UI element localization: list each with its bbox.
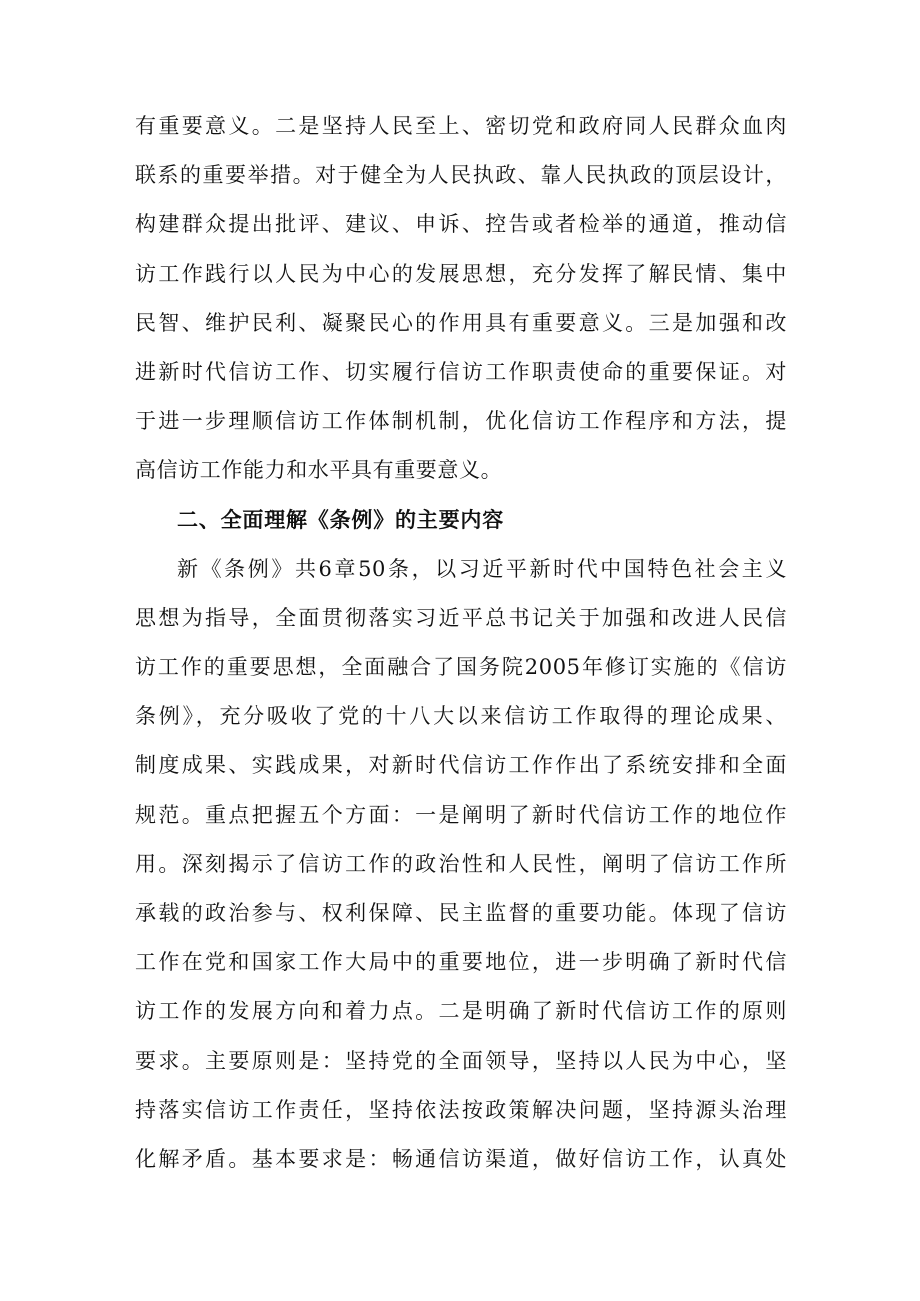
text-line: 条例》，充分吸收了党的十八大以来信访工作取得的理论成果、 (135, 704, 787, 729)
document-body (135, 102, 787, 1184)
section-heading: 二、全面理解《条例》的主要内容 (177, 507, 504, 532)
text-line: 有重要意义。二是坚持人民至上、密切党和政府同人民群众血肉 (135, 114, 787, 138)
text-line: 高信访工作能力和水平具有重要意义。 (135, 458, 503, 483)
text-line: 用。深刻揭示了信访工作的政治性和人民性，阐明了信访工作所 (135, 851, 787, 876)
text-line: 工作在党和国家工作大局中的重要地位，进一步明确了新时代信 (135, 950, 787, 975)
text-line: 制度成果、实践成果，对新时代信访工作作出了系统安排和全面 (135, 753, 787, 778)
text-line: 思想为指导，全面贯彻落实习近平总书记关于加强和改进人民信 (135, 605, 787, 630)
text-line: 规范。重点把握五个方面：一是阐明了新时代信访工作的地位作 (135, 802, 787, 827)
text-line: 承载的政治参与、权利保障、民主监督的重要功能。体现了信访 (135, 901, 787, 925)
text-line: 持落实信访工作责任，坚持依法按政策解决问题，坚持源头治理 (135, 1097, 787, 1122)
text-line: 构建群众提出批评、建议、申诉、控告或者检举的通道，推动信 (135, 212, 787, 237)
text-line: 民智、维护民利、凝聚民心的作用具有重要意义。三是加强和改 (135, 310, 787, 335)
text-line: 化解矛盾。基本要求是：畅通信访渠道，做好信访工作，认真处 (135, 1146, 787, 1171)
text-line: 要求。主要原则是：坚持党的全面领导，坚持以人民为中心，坚 (135, 1048, 787, 1073)
text-line: 访工作的重要思想，全面融合了国务院2005年修订实施的《信访 (135, 655, 787, 680)
text-line: 进新时代信访工作、切实履行信访工作职责使命的重要保证。对 (135, 359, 787, 384)
text-line: 新《条例》共6章50条，以习近平新时代中国特色社会主义 (177, 556, 787, 581)
text-line: 联系的重要举措。对于健全为人民执政、靠人民执政的顶层设计， (135, 163, 787, 188)
text-line: 于进一步理顺信访工作体制机制，优化信访工作程序和方法，提 (135, 409, 787, 434)
text-line: 访工作践行以人民为中心的发展思想，充分发挥了解民情、集中 (135, 261, 787, 286)
text-line: 访工作的发展方向和着力点。二是明确了新时代信访工作的原则 (135, 999, 787, 1024)
